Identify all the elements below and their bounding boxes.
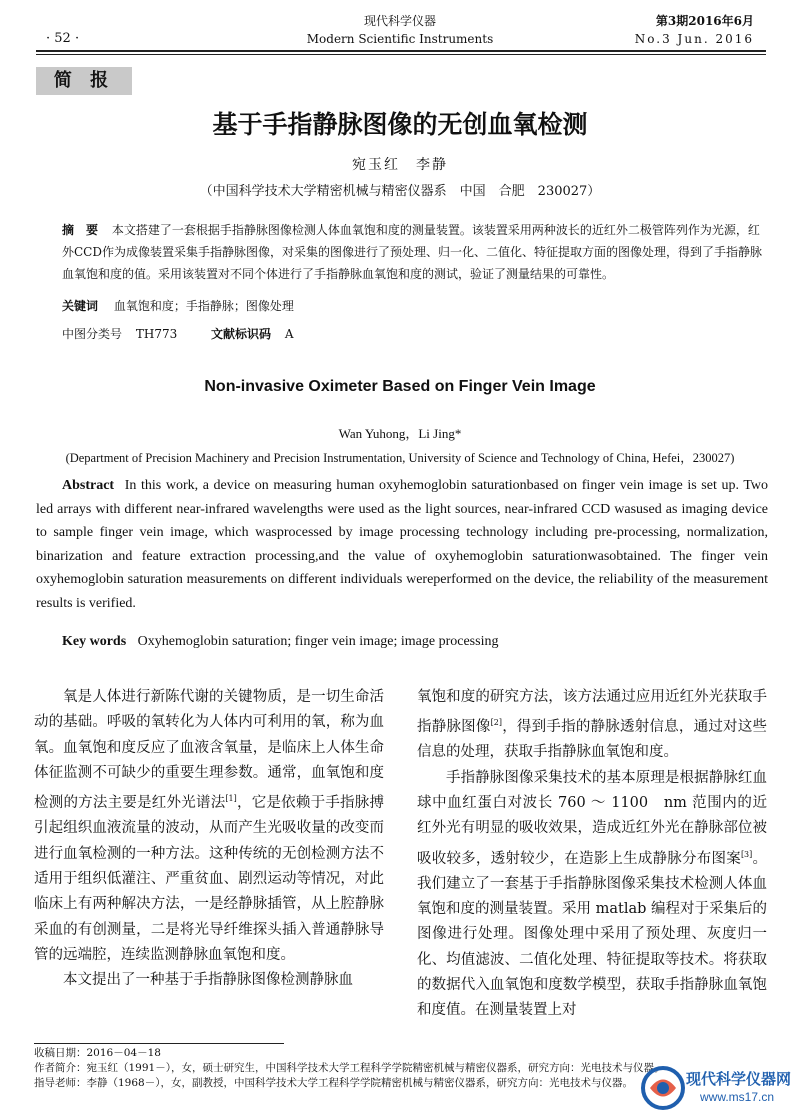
body-column-right — [417, 685, 767, 1024]
citation-ref: [1] — [225, 794, 237, 804]
header-rule-thick — [36, 50, 766, 52]
journal-name-en: Modern Scientific Instruments — [306, 32, 494, 46]
clc-label: 中图分类号 — [62, 327, 123, 341]
issue-cn: 第3期2016年6月 — [655, 14, 754, 28]
supervisor-info: 指导老师：李静（1968－），女，副教授，中国科学技术大学工程科学学院精密机械与精密仪器系，研究方向：光电技术与仪器。 — [34, 1077, 633, 1089]
citation-ref: [2] — [490, 718, 502, 728]
abstract-en-label: Abstract — [62, 478, 115, 493]
doc-code-label: 文献标识码 — [211, 327, 272, 341]
issue-info — [635, 12, 754, 48]
body-column-left — [34, 685, 384, 993]
body-paragraph: 氧是人体进行新陈代谢的关键物质，是一切生命活动的基础。呼吸的氧转化为人体内可利用的氧，称为血氧。血氧饱和度反应了血液含氧量，是临床上人体生命体征监测不可缺少的重要生理参数。通常，血氧饱和度检测的方法主要是红外光谱法[1]，它是依赖于手指脉搏引起组织血液流量的波动，从而产生光吸收量的改变而进行血氧检测的一种方法。这种传统的无创检测方法不适用于组织低灌注、严重贫血、剧烈运动等情况，对此临床上有两种解决方法，一是经静脉插管，从上腔静脉采血的有创测量，二是将光导纤维探头插入普通静脉导管的远端腔，连续监测静脉血氧饱和度。 — [34, 689, 385, 963]
body-paragraph: 手指静脉图像采集技术的基本原理是根据静脉红血球中血红蛋白对波长 760 ～ 1100 nm 范围内的近红外光有明显的吸收效果，造成近红外光在静脉部位被吸收较多，透射较少，在造影上生成静脉分布图案[3]。我们建立了一套基于手指静脉图像采集技术检测人体血氧饱和度的测量装置。采用 matlab 编程对于采集后的图像进行处理。图像处理中采用了预处理、灰度归一化、均值滤波、二值化处理、特征提取等技术。将获取的数据代入血氧饱和度数学模型，获取手指静脉血氧饱和度值。在测量装置上对 — [417, 769, 768, 1019]
watermark-url: www.ms17.cn — [700, 1090, 775, 1104]
keywords-en — [62, 634, 768, 650]
keywords-cn-text: 血氧饱和度；手指静脉；图像处理 — [113, 299, 294, 313]
journal-name-cn: 现代科学仪器 — [363, 14, 436, 28]
footnote-rule — [34, 1043, 284, 1044]
abstract-en — [36, 474, 768, 616]
keywords-en-text: Oxyhemoglobin saturation; finger vein image; image processing — [137, 634, 499, 649]
doc-code-value: A — [284, 327, 294, 341]
keywords-cn — [62, 297, 766, 314]
header-rule-thin — [36, 54, 766, 55]
page-number: · 52 · — [46, 31, 80, 46]
affiliation-en: (Department of Precision Machinery and Precision Instrumentation, University of Science and Technology of China, Hefei，230027) — [65, 451, 735, 465]
watermark-name: 现代科学仪器网 — [686, 1070, 792, 1088]
body-paragraph: 本文提出了一种基于手指静脉图像检测静脉血 — [63, 972, 353, 989]
citation-ref: [3] — [740, 849, 753, 859]
abstract-cn — [62, 219, 766, 285]
authors-cn: 宛玉红 李静 — [352, 157, 448, 173]
classification — [62, 325, 766, 342]
abstract-cn-text: 本文搭建了一套根据手指静脉图像检测人体血氧饱和度的测量装置。该装置采用两种波长的近红外二极管阵列作为光源，红外CCD作为成像装置采集手指静脉图像，对采集的图像进行了预处理、归一化、二值化、特征提取方面的图像处理，得到了手指静脉血氧饱和度的值。采用该装置对不同个体进行了手指静脉血氧饱和度的测试，验证了测量结果的可靠性。 — [62, 223, 762, 281]
authors-en: Wan Yuhong，Li Jing* — [338, 426, 462, 441]
abstract-cn-label: 摘 要 — [62, 223, 99, 237]
author-intro: 作者简介：宛玉红（1991－），女，硕士研究生，中国科学技术大学工程科学学院精密机械与精密仪器系，研究方向：光电技术与仪器。 — [34, 1062, 665, 1074]
issue-en: No.3 Jun. 2016 — [634, 32, 754, 46]
keywords-cn-label: 关键词 — [62, 299, 99, 313]
title-en: Non-invasive Oximeter Based on Finger Vein Image — [204, 378, 596, 395]
affiliation-cn: （中国科学技术大学精密机械与精密仪器系 中国 合肥 230027） — [199, 184, 601, 199]
title-cn: 基于手指静脉图像的无创血氧检测 — [212, 110, 588, 139]
received-date: 收稿日期：2016－04－18 — [34, 1047, 161, 1059]
body-paragraph: 氧饱和度的研究方法，该方法通过应用近红外光获取手指静脉图像[2]，得到手指的静脉透射信息，通过对这些信息的处理，获取手指静脉血氧饱和度。 — [417, 689, 768, 761]
abstract-en-text: In this work, a device on measuring human oxyhemoglobin saturationbased on finger vein image is set up. Two led arrays with different near-infrared wavelengths were used as the light sources, near-infrared CCD wasused as imaging device to sample finger vein image, which wasprocessed by image processing technology including pre-processing, normalization, binarization and feature extraction processing,and the value of oxyhemoglobin saturationwasobtained. The finger vein oxyhemoglobin saturation measurements on different individuals wereperformed on the device, the reliability of the measurement results is verified. — [36, 478, 769, 611]
keywords-en-label: Key words — [62, 634, 127, 649]
clc-value: TH773 — [135, 327, 178, 341]
section-label: 简 报 — [36, 67, 132, 95]
